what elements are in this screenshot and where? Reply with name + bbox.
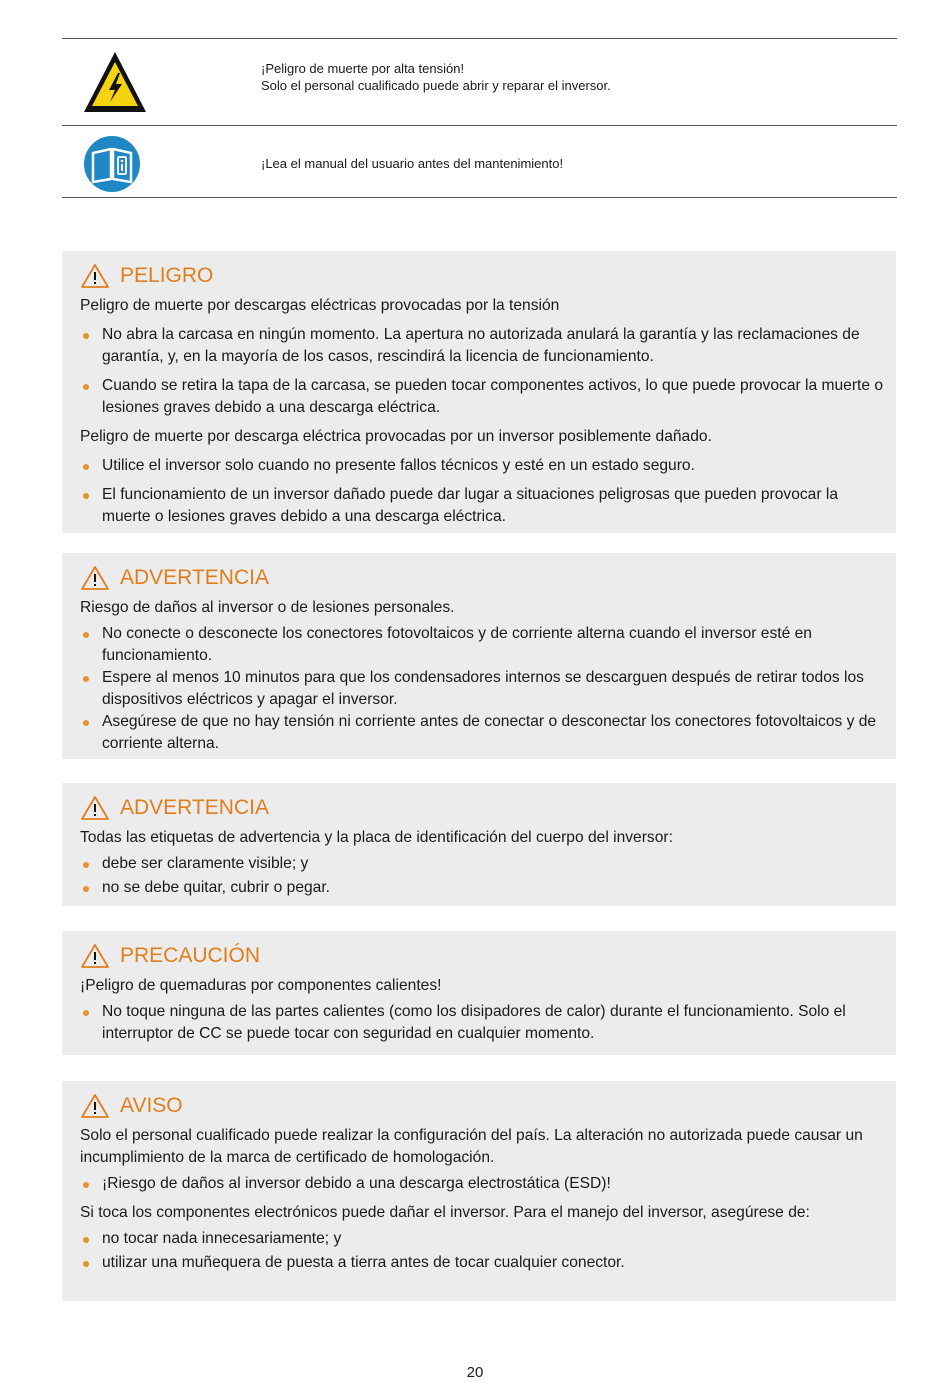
read-manual-icon	[82, 134, 142, 199]
bullet-list	[80, 623, 890, 755]
bullet-item: no tocar nada innecesariamente; y	[80, 1228, 890, 1250]
symbol-row-high-voltage	[62, 38, 897, 125]
bullet-item: utilizar una muñequera de puesta a tierra antes de tocar cualquier conector.	[80, 1252, 890, 1274]
symbol-line: Solo el personal cualificado puede abrir y reparar el inversor.	[261, 78, 611, 93]
bullet-item: no se debe quitar, cubrir o pegar.	[80, 877, 890, 899]
bullet-list	[80, 1228, 890, 1274]
bullet-item: No conecte o desconecte los conectores fotovoltaicos y de corriente alterna cuando el inversor esté en funcionamiento.	[80, 623, 890, 667]
notice-advertencia-1	[62, 553, 896, 759]
symbol-table	[62, 38, 897, 198]
notice-aviso	[62, 1081, 896, 1301]
notice-header	[80, 943, 890, 969]
bullet-item: Espere al menos 10 minutos para que los condensadores internos se descarguen después de retirar todos los dispositivos eléctricos y apagar el inversor.	[80, 667, 890, 711]
notice-precaucion	[62, 931, 896, 1055]
notice-paragraph: Peligro de muerte por descarga eléctrica provocadas por un inversor posiblemente dañado.	[80, 428, 712, 445]
notice-title: PELIGRO	[120, 264, 214, 287]
notice-title: ADVERTENCIA	[120, 566, 269, 589]
bullet-list	[80, 455, 890, 528]
notice-paragraph: Peligro de muerte por descargas eléctricas provocadas por la tensión	[80, 297, 560, 314]
notice-header	[80, 565, 890, 591]
notice-advertencia-2	[62, 783, 896, 906]
warning-triangle-icon	[80, 943, 110, 969]
notice-title: ADVERTENCIA	[120, 796, 269, 819]
bullet-item: No toque ninguna de las partes calientes (como los disipadores de calor) durante el funcionamiento. Solo el interruptor de CC se puede tocar con seguridad en cualquier momento.	[80, 1001, 890, 1045]
bullet-item: debe ser claramente visible; y	[80, 853, 890, 875]
warning-triangle-icon	[80, 565, 110, 591]
notice-header	[80, 263, 890, 289]
bullet-item: Cuando se retira la tapa de la carcasa, se pueden tocar componentes activos, lo que puede provocar la muerte o lesiones graves debido a una descarga eléctrica.	[80, 375, 890, 419]
high-voltage-warning-icon	[82, 49, 148, 120]
notice-paragraph: Solo el personal cualificado puede realizar la configuración del país. La alteración no autorizada puede causar un incumplimiento de la marca de certificado de homologación.	[80, 1127, 863, 1166]
notice-peligro	[62, 251, 896, 533]
notice-paragraph: Riesgo de daños al inversor o de lesiones personales.	[80, 599, 455, 616]
symbol-line: ¡Lea el manual del usuario antes del mantenimiento!	[261, 156, 564, 171]
symbol-text-high-voltage	[261, 60, 611, 94]
notice-paragraph: ¡Peligro de quemaduras por componentes calientes!	[80, 977, 442, 994]
warning-triangle-icon	[80, 795, 110, 821]
bullet-list	[80, 324, 890, 419]
symbol-text-read-manual	[261, 155, 563, 172]
notice-paragraph: Todas las etiquetas de advertencia y la placa de identificación del cuerpo del inversor:	[80, 829, 673, 846]
bullet-item: ¡Riesgo de daños al inversor debido a una descarga electrostática (ESD)!	[80, 1173, 890, 1195]
page-number: 20	[466, 1364, 484, 1381]
warning-triangle-icon	[80, 263, 110, 289]
notice-title: AVISO	[120, 1094, 183, 1117]
symbol-row-read-manual	[62, 125, 897, 198]
notice-header	[80, 795, 890, 821]
symbol-line: ¡Peligro de muerte por alta tensión!	[261, 61, 465, 76]
bullet-list	[80, 853, 890, 899]
notice-header	[80, 1093, 890, 1119]
notice-title: PRECAUCIÓN	[120, 944, 261, 967]
bullet-list	[80, 1001, 890, 1045]
bullet-item: Utilice el inversor solo cuando no presente fallos técnicos y esté en un estado seguro.	[80, 455, 890, 477]
notice-paragraph: Si toca los componentes electrónicos puede dañar el inversor. Para el manejo del inversor, asegúrese de:	[80, 1204, 810, 1221]
bullet-item: El funcionamiento de un inversor dañado puede dar lugar a situaciones peligrosas que pueden provocar la muerte o lesiones graves debido a una descarga eléctrica.	[80, 484, 890, 528]
warning-triangle-icon	[80, 1093, 110, 1119]
bullet-list	[80, 1173, 890, 1195]
bullet-item: No abra la carcasa en ningún momento. La apertura no autorizada anulará la garantía y las reclamaciones de garantía, y, en la mayoría de los casos, rescindirá la licencia de funcionamiento.	[80, 324, 890, 368]
bullet-item: Asegúrese de que no hay tensión ni corriente antes de conectar o desconectar los conectores fotovoltaicos y de corriente alterna.	[80, 711, 890, 755]
